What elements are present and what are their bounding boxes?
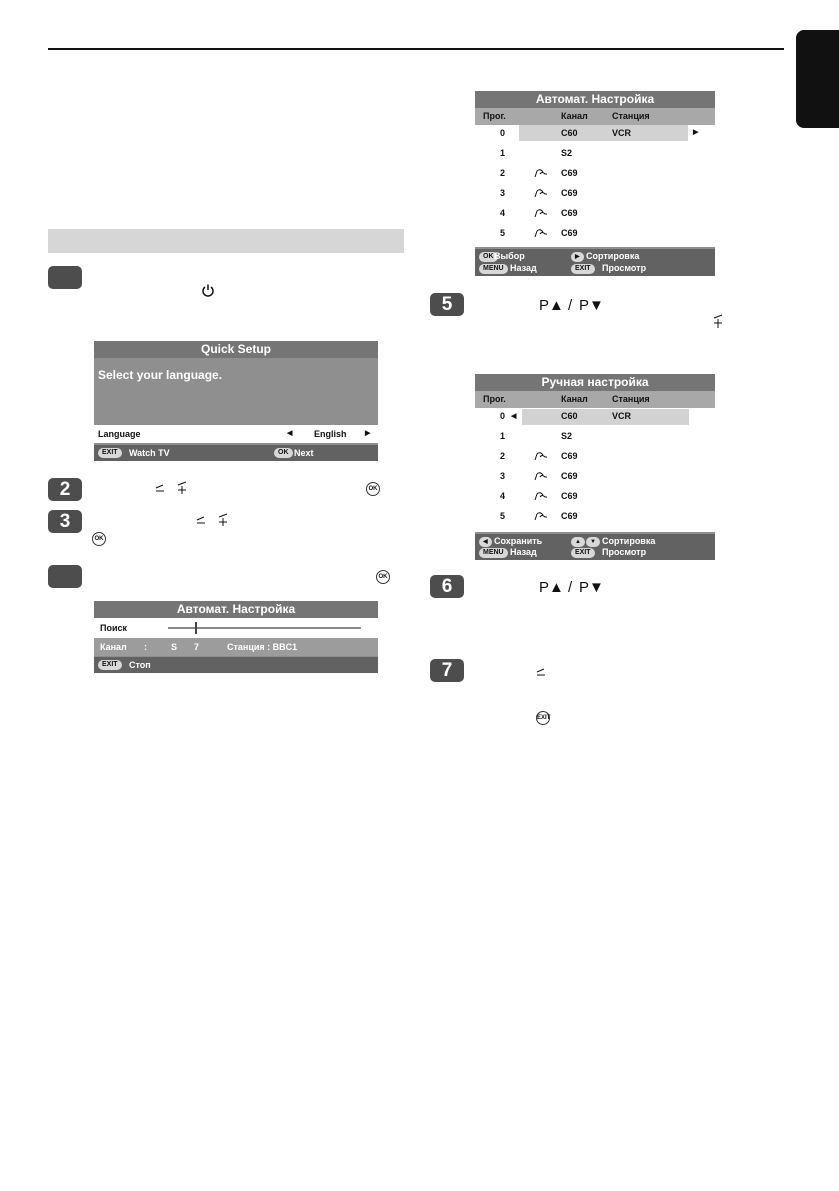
channel-row[interactable]: [475, 448, 715, 464]
program-up-key: P▲: [539, 297, 564, 314]
channel-row[interactable]: [475, 428, 715, 444]
row-channel: S2: [561, 148, 573, 158]
menu-title: Автомат. Настройка: [94, 601, 378, 618]
separator: /: [568, 297, 573, 314]
row-channel: C69: [561, 168, 578, 178]
row-channel: C60: [561, 411, 578, 421]
language-value: English: [314, 429, 347, 439]
menu-title: Ручная настройка: [475, 374, 715, 391]
program-down-key: P▼: [579, 579, 604, 596]
row-channel: C69: [561, 451, 578, 461]
row-prog: 2: [500, 168, 506, 178]
sort-label: Сортировка: [602, 536, 656, 546]
arrow-left-key: ◀: [479, 537, 492, 547]
volume-minus-icon: [196, 515, 206, 525]
auto-search-menu: [94, 601, 378, 673]
menu-key: MENU: [479, 548, 508, 558]
ok-key: OK: [479, 252, 498, 262]
arrow-up-key: ▲: [571, 537, 585, 547]
exit-key: EXIT: [571, 548, 595, 558]
sort-label: Сортировка: [586, 251, 640, 261]
header-channel: Канал: [561, 394, 588, 404]
station-text: Станция : BBC1: [227, 642, 298, 652]
row-prog: 5: [500, 228, 506, 238]
row-prog: 3: [500, 188, 506, 198]
volume-plus-icon: [176, 481, 188, 495]
program-down-key: P▼: [579, 297, 604, 314]
colon: :: [144, 642, 147, 652]
manual-tuning-list-menu: [475, 374, 715, 560]
volume-plus-icon: [217, 513, 229, 527]
quick-setup-menu: [94, 341, 378, 461]
row-prog: 5: [500, 511, 506, 521]
row-channel: C69: [561, 188, 578, 198]
exit-label: Просмотр: [602, 263, 647, 273]
antenna-icon: [533, 228, 549, 238]
header-prog: Прог.: [483, 111, 506, 121]
exit-key: EXIT: [98, 448, 122, 458]
row-channel: C69: [561, 491, 578, 501]
ok-icon: OK: [376, 570, 390, 584]
row-prog: 0: [500, 128, 506, 138]
language-row[interactable]: [94, 425, 378, 443]
menu-footer: [94, 445, 378, 461]
row-prog: 0: [500, 411, 506, 421]
language-label: Language: [98, 429, 141, 439]
language-tab: [796, 30, 839, 128]
ok-icon: OK: [366, 482, 380, 496]
header-channel: Канал: [561, 111, 588, 121]
power-icon: [201, 283, 215, 298]
channel-row[interactable]: [475, 125, 715, 141]
list-header: [475, 391, 715, 408]
ok-label: Next: [294, 448, 314, 458]
step-badge-4: [48, 565, 82, 588]
step-badge-6: 6: [430, 575, 464, 598]
ok-key: OK: [274, 448, 293, 458]
channel-label: Канал: [100, 642, 127, 652]
header-prog: Прог.: [483, 394, 506, 404]
step-badge-7: 7: [430, 659, 464, 682]
row-prog: 1: [500, 431, 506, 441]
exit-key: EXIT: [571, 264, 595, 274]
row-channel: C69: [561, 471, 578, 481]
menu-footer: [475, 534, 715, 560]
arrow-right-key: ▶: [571, 252, 584, 262]
search-row: [94, 618, 378, 638]
row-channel: C69: [561, 511, 578, 521]
separator: /: [568, 579, 573, 596]
step-badge-3: 3: [48, 510, 82, 533]
section-heading-bar: [48, 229, 404, 253]
channel-number: 7: [194, 642, 200, 652]
row-channel: C60: [561, 128, 578, 138]
list-body: [475, 125, 715, 247]
channel-row[interactable]: [475, 488, 715, 504]
save-label: Сохранить: [494, 536, 543, 546]
row-station: VCR: [612, 128, 632, 138]
exit-icon: EXIT: [536, 711, 550, 725]
row-prog: 2: [500, 451, 506, 461]
menu-footer: [475, 249, 715, 276]
search-progress-marker: [195, 622, 197, 634]
arrow-right-icon[interactable]: ▶: [365, 430, 371, 437]
step-badge-1: [48, 266, 82, 289]
arrow-left-icon[interactable]: ◀: [511, 413, 517, 420]
row-channel: S2: [561, 431, 573, 441]
channel-row[interactable]: [475, 468, 715, 484]
channel-row[interactable]: [475, 145, 715, 161]
channel-row[interactable]: [475, 408, 715, 424]
antenna-icon: [533, 471, 549, 481]
channel-band: S: [171, 642, 178, 652]
step-badge-5: 5: [430, 293, 464, 316]
list-header: [475, 108, 715, 125]
program-up-key: P▲: [539, 579, 564, 596]
volume-minus-icon: [155, 483, 165, 493]
volume-minus-icon: [536, 667, 546, 677]
channel-row[interactable]: [475, 205, 715, 221]
antenna-icon: [533, 188, 549, 198]
auto-tuning-list-menu: [475, 91, 715, 276]
volume-plus-icon: [712, 314, 724, 330]
menu-key: MENU: [479, 264, 508, 274]
step-badge-2: 2: [48, 478, 82, 501]
row-station: VCR: [612, 411, 632, 421]
header-station: Станция: [612, 111, 650, 121]
header-station: Станция: [612, 394, 650, 404]
menu-title: Quick Setup: [94, 341, 378, 358]
row-prog: 1: [500, 148, 506, 158]
channel-row[interactable]: [475, 508, 715, 524]
exit-label: Watch TV: [129, 448, 170, 458]
antenna-icon: [533, 208, 549, 218]
row-prog: 4: [500, 208, 506, 218]
channel-row[interactable]: [475, 165, 715, 181]
row-prog: 4: [500, 491, 506, 501]
status-row: [94, 638, 378, 656]
ok-icon: OK: [92, 532, 106, 546]
search-label: Поиск: [100, 623, 128, 633]
arrow-down-key: ▼: [586, 537, 600, 547]
search-progress-track: [168, 627, 361, 629]
channel-row[interactable]: [475, 185, 715, 201]
menu-prompt: Select your language.: [98, 368, 223, 382]
antenna-icon: [533, 491, 549, 501]
row-channel: C69: [561, 208, 578, 218]
header-rule: [48, 48, 784, 50]
exit-key: EXIT: [98, 660, 122, 670]
row-prog: 3: [500, 471, 506, 481]
list-body: [475, 408, 715, 532]
antenna-icon: [533, 451, 549, 461]
row-channel: C69: [561, 228, 578, 238]
antenna-icon: [533, 511, 549, 521]
menu-title: Автомат. Настройка: [475, 91, 715, 108]
ok-label: Выбор: [494, 251, 525, 261]
menu-footer: [94, 657, 378, 673]
menu-label: Назад: [510, 547, 537, 557]
antenna-icon: [533, 168, 549, 178]
channel-row[interactable]: [475, 225, 715, 241]
exit-label: Стоп: [129, 660, 151, 670]
menu-label: Назад: [510, 263, 537, 273]
arrow-left-icon[interactable]: ◀: [287, 430, 293, 437]
exit-label: Просмотр: [602, 547, 647, 557]
arrow-right-icon[interactable]: ▶: [693, 129, 699, 136]
